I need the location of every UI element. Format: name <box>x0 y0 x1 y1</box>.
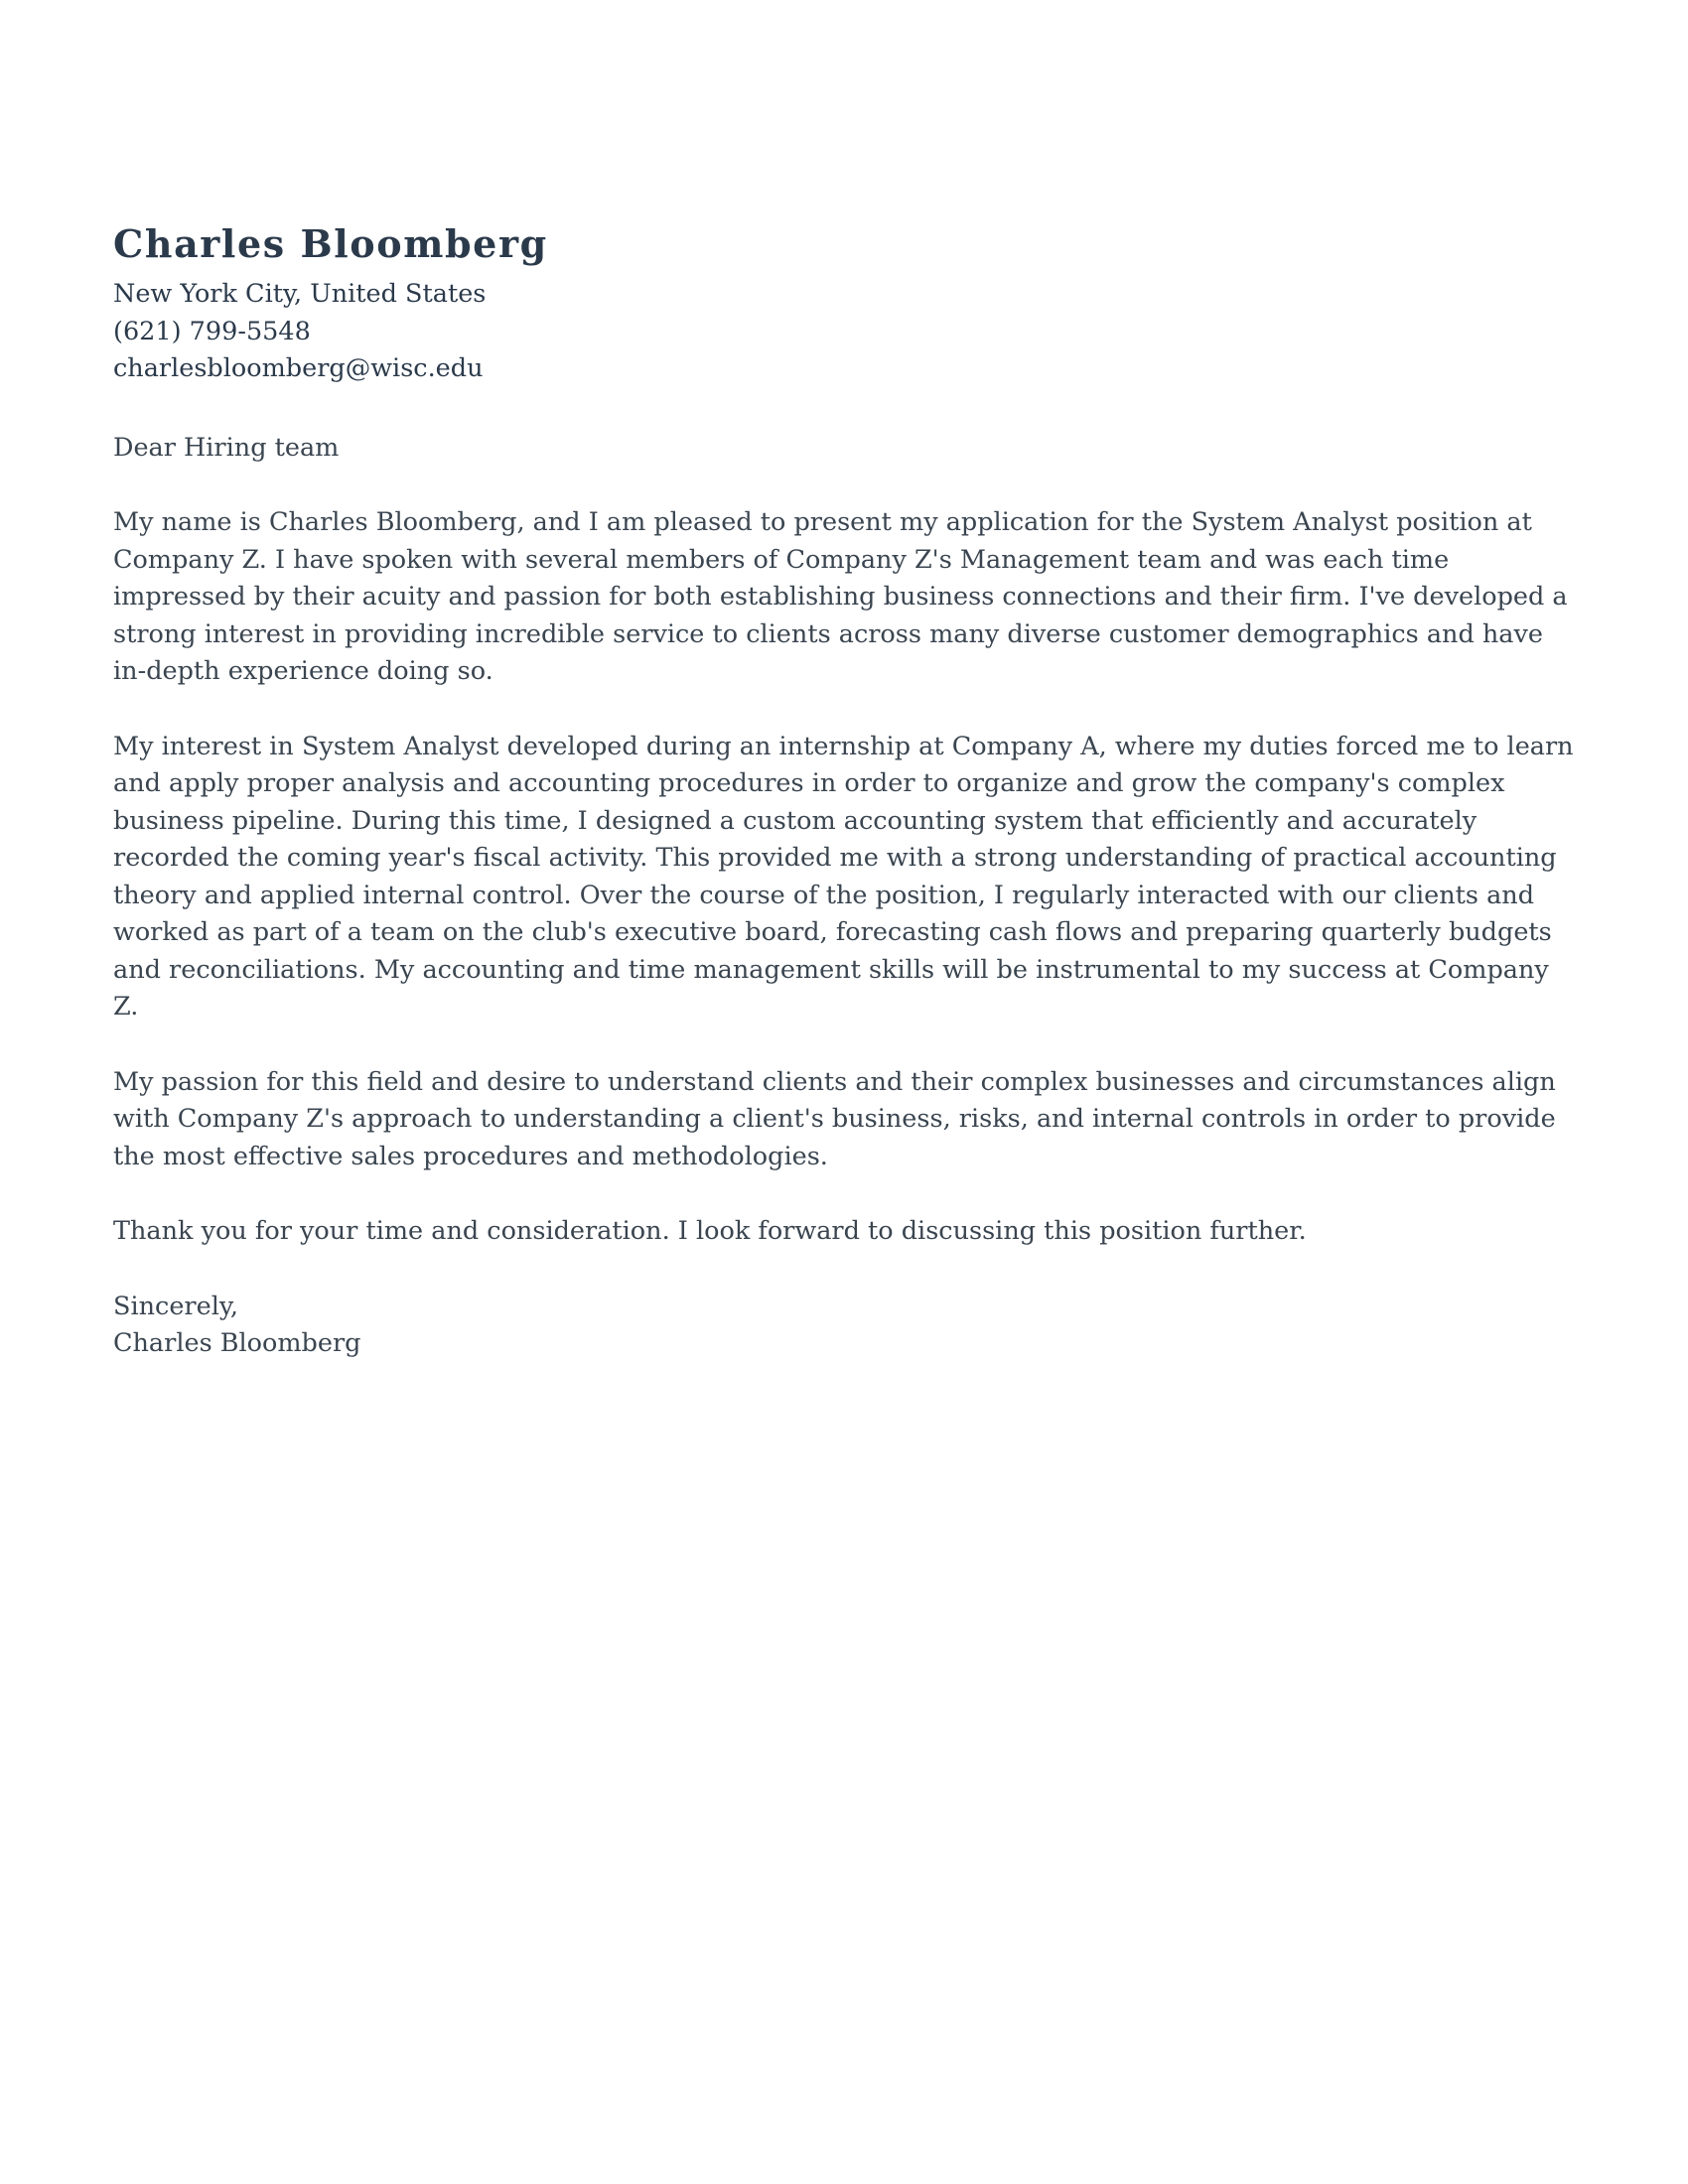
paragraph-intro: My name is Charles Bloomberg, and I am pleased to present my application for the System Analyst position at Company Z. I have spoken with several members of Company Z's Management team and was each time impressed by their acuity and passion for both establishing business connections and their firm. I've developed a strong interest in providing incredible service to clients across many diverse customer demographics and have in-depth experience doing so. <box>113 507 1568 686</box>
paragraph-thanks: Thank you for your time and consideration. I look forward to discussing this position further. <box>113 1216 1307 1246</box>
closing-block <box>113 1289 1575 1363</box>
paragraph-motivation: My passion for this field and desire to understand clients and their complex businesses and circumstances align with Company Z's approach to understanding a client's business, risks, and internal controls in order to provide the most effective sales procedures and methodologies. <box>113 1066 1556 1171</box>
email-address: charlesbloomberg@wisc.edu <box>113 353 484 383</box>
cover-letter <box>113 216 1575 1363</box>
signature-name: Charles Bloomberg <box>113 1328 361 1358</box>
location: New York City, United States <box>113 279 487 309</box>
contact-block <box>113 276 1575 388</box>
paragraph-experience: My interest in System Analyst developed during an internship at Company A, where my duties forced me to learn and apply proper analysis and accounting procedures in order to organize and grow the company's complex business pipeline. During this time, I designed a custom accounting system that efficiently and accurately recorded the coming year's fiscal activity. This provided me with a strong understanding of practical accounting theory and applied internal control. Over the course of the position, I regularly interacted with our clients and worked as part of a team on the club's executive board, forecasting cash flows and preparing quarterly budgets and reconciliations. My accounting and time management skills will be instrumental to my success at Company Z. <box>113 731 1574 1022</box>
applicant-name: Charles Bloomberg <box>113 221 548 266</box>
phone-number: (621) 799-5548 <box>113 316 311 346</box>
closing-phrase: Sincerely, <box>113 1291 238 1321</box>
salutation: Dear Hiring team <box>113 432 340 463</box>
